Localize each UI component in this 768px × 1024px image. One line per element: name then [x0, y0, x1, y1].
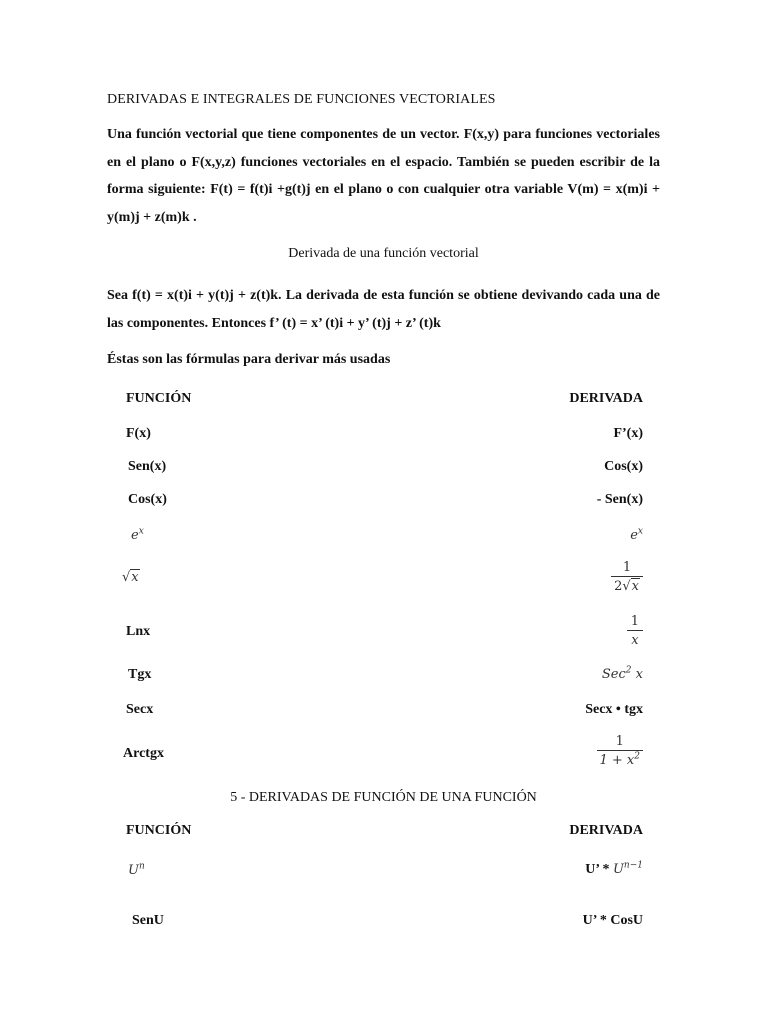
table1-row-derivative-sec2: Sec$^2$ x — [601, 665, 643, 682]
table1-row-derivative: Secx • tgx — [585, 702, 643, 717]
table2-header-derivative: DERIVADA — [569, 823, 643, 838]
subtitle-derivative: Derivada de una función vectorial — [288, 246, 479, 261]
table1-row-derivative-fraction: $\frac{1}{2√x}$ — [611, 560, 643, 595]
table1-row-derivative: F’(x) — [613, 426, 643, 441]
document-heading: DERIVADAS E INTEGRALES DE FUNCIONES VECTORIALES — [107, 92, 496, 107]
table1-row-function-exp: $e^x$ — [131, 526, 144, 543]
table1-row-function: F(x) — [126, 426, 151, 441]
table1-row-function-sqrt: √x — [122, 570, 139, 585]
table2-row-derivative: U’ * CosU — [582, 913, 643, 928]
table1-row-function: Arctgx — [123, 746, 164, 761]
paragraph-vector-function: Una función vectorial que tiene componentes de un vector. F(x,y) para funciones vectoriales en el plano o F(x,y,z) funciones vectoriales en el espacio. También se pueden escribir de la forma siguiente: F(t) = f(t)i +g(t)j en el plano o con cualquier otra variable V(m) = x(m)i + y(m)j + z(m)k . — [107, 127, 660, 225]
table1-row-derivative-fraction: $\frac{1}{x}$ — [627, 614, 643, 649]
table1-row-derivative: - Sen(x) — [596, 492, 643, 507]
table2-row-derivative-power: U’ * $U^{n-1}$ — [585, 860, 643, 877]
table1-row-derivative-exp: $e^x$ — [630, 526, 643, 543]
table1-row-function: Cos(x) — [128, 492, 167, 507]
table1-row-function: Tgx — [128, 667, 152, 682]
table1-header-derivative: DERIVADA — [569, 391, 643, 406]
table1-header-function: FUNCIÓN — [126, 391, 192, 406]
table1-row-function: Lnx — [126, 624, 151, 639]
formulas-intro: Éstas son las fórmulas para derivar más usadas — [107, 352, 391, 367]
table1-row-function: Sen(x) — [128, 459, 167, 474]
table1-row-derivative: Cos(x) — [604, 459, 643, 474]
table1-row-function: Secx — [126, 702, 154, 717]
table2-row-function-power: $U^n$ — [128, 861, 145, 878]
section-5-heading: 5 - DERIVADAS DE FUNCIÓN DE UNA FUNCIÓN — [230, 790, 537, 805]
paragraph-derivative-definition: Sea f(t) = x(t)i + y(t)j + z(t)k. La derivada de esta función se obtiene devivando cada una de las componentes. Entonces f’ (t) = x’ (t)i + y’ (t)j + z’ (t)k — [107, 288, 660, 331]
table1-row-derivative-fraction: $\frac{1}{1 + x^2}$ — [597, 734, 644, 769]
table2-header-function: FUNCIÓN — [126, 823, 192, 838]
table2-row-function: SenU — [132, 913, 164, 928]
